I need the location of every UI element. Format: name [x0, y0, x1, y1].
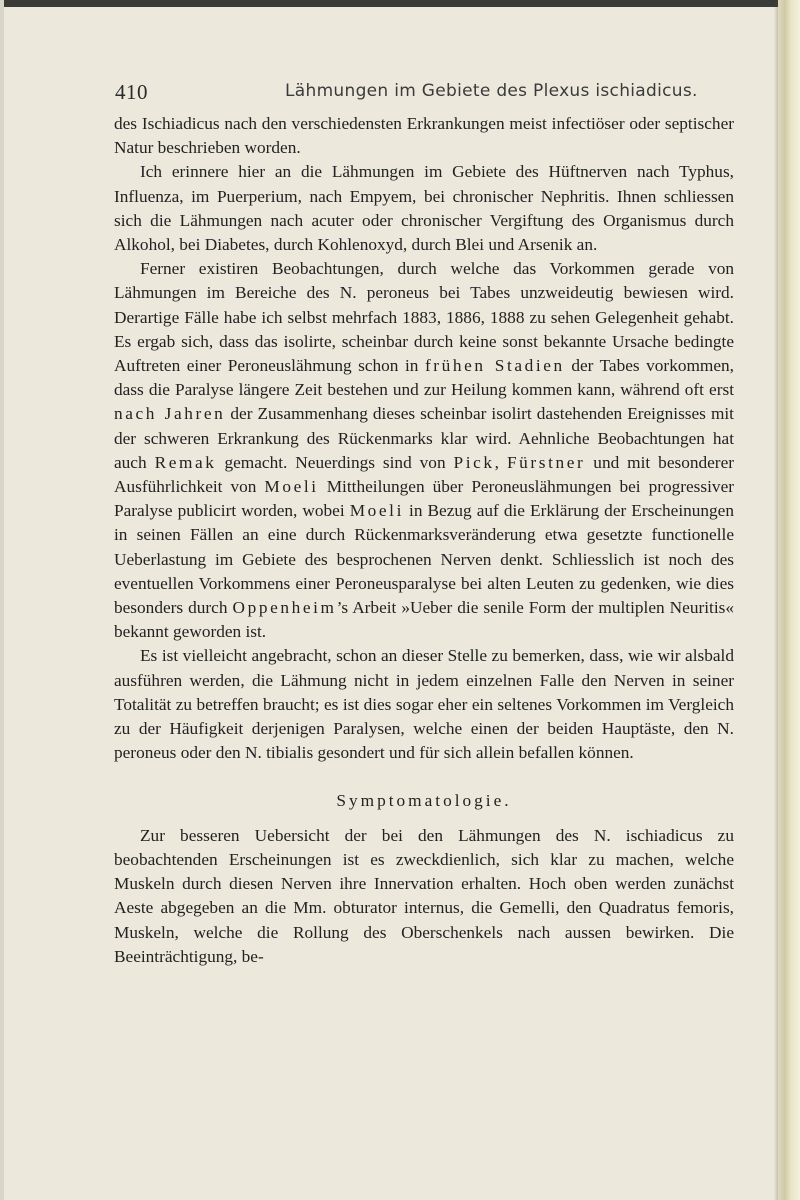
emphasized-name: Pick: [453, 452, 495, 472]
emphasized-name: nach Jahren: [114, 404, 226, 424]
text-run: des Ischiadicus nach den verschiedensten Erkrankungen meist infectiöser oder septischer Natur beschrieben worden.: [114, 114, 734, 158]
section-paragraph: Zur besseren Uebersicht der bei den Lähmungen des N. ischiadicus zu beobachtenden Erscheinungen ist es zweckdienlich, sich klar zu machen, welche Muskeln durch diesen Nerven ihre Innervation erhalten. Hoch oben werden zunächst Aeste abgegeben an die Mm. obturator internus, die Gemelli, den Quadratus femoris, Muskeln, welche die Rollung des Oberschenkels nach aussen bewirken. Die Beeinträchtigung, be-: [114, 825, 734, 966]
text-run: ,: [494, 452, 507, 472]
text-run: der Zusammenhang dieses scheinbar isolirt dastehenden Ereignisses mit der schweren Erkrankung des Rückenmarks klar wird. Aehnliche Beobachtungen hat auch: [114, 404, 734, 472]
section-heading: Symptomatologie.: [336, 791, 512, 811]
text-run: der Tabes vorkommen, dass die Paralyse längere Zeit bestehen und zur Heilung kommen kann, während oft erst: [114, 356, 734, 400]
page-edge: [778, 0, 800, 1200]
emphasized-name: frühen Stadien: [424, 356, 565, 376]
text-run: und mit besonderer Ausführlichkeit von: [114, 452, 734, 497]
paragraph-3: [114, 257, 734, 644]
paragraph-2: [114, 160, 734, 257]
emphasized-name: Moeli: [349, 501, 404, 521]
text-run: gemacht. Neuerdings sind von: [216, 452, 454, 472]
body-text: [114, 112, 734, 969]
text-run: Ich erinnere hier an die Lähmungen im Gebiete des Hüftnerven nach Typhus, Influenza, im Puerperium, nach Empyem, bei chronischer Nephritis. Ihnen schliessen sich die Lähmungen nach acuter oder chronischer Vergiftung des Organismus durch Alkohol, bei Diabetes, durch Kohlenoxyd, durch Blei und Arsenik an.: [114, 162, 734, 255]
top-border: [0, 0, 800, 7]
text-run: ’s Arbeit »Ueber die senile Form der multiplen Neuritis« bekannt geworden ist.: [114, 598, 734, 642]
emphasized-name: Oppenheim: [232, 598, 337, 618]
left-margin-strip: [0, 0, 4, 1200]
paragraph-1: [114, 112, 734, 160]
text-run: in Bezug auf die Erklärung der Erscheinungen in seinen Fällen an eine durch Rückenmarksveränderung etwa gesetzte functionelle Ueberlastung im Gebiete des besprochenen Nerven denkt. Schliesslich ist noch des eventuellen Vorkommens einer Peroneusparalyse bei alten Leuten zu gedenken, wie dies besonders durch: [114, 501, 734, 618]
text-run: Ferner existiren Beobachtungen, durch welche das Vorkommen gerade von Lähmungen im Bereiche des N. peroneus bei Tabes unzweideutig bewiesen wird. Derartige Fälle habe ich selbst mehrfach 1883, 1886, 1888 zu sehen Gelegenheit gehabt. Es ergab sich, dass das isolirte, scheinbar durch keine sonst bekannte Ursache bedingte Auftreten einer Peroneuslähmung schon in: [114, 259, 734, 376]
page-number: 410: [115, 80, 148, 104]
page-header: [115, 80, 735, 104]
emphasized-name: Remak: [154, 452, 217, 472]
emphasized-name: Fürstner: [506, 452, 586, 472]
text-run: Es ist vielleicht angebracht, schon an dieser Stelle zu bemerken, dass, wie wir alsbald ausführen werden, die Lähmung nicht in jedem einzelnen Falle den Nerven in seiner Totalität zu betreffen braucht; es ist dies sogar eher ein seltenes Vorkommen im Vergleich zu der Häufigkeit derjenigen Paralysen, welche einen der beiden Hauptäste, den N. peroneus oder den N. tibialis gesondert und für sich allein befallen können.: [114, 646, 734, 763]
text-run: Mittheilungen über Peroneuslähmungen bei progressiver Paralyse publicirt worden, wobei: [114, 477, 734, 521]
paragraph-4: [114, 644, 734, 765]
running-head: Lähmungen im Gebiete des Plexus ischiadicus.: [285, 81, 698, 101]
emphasized-name: Moeli: [264, 477, 319, 497]
